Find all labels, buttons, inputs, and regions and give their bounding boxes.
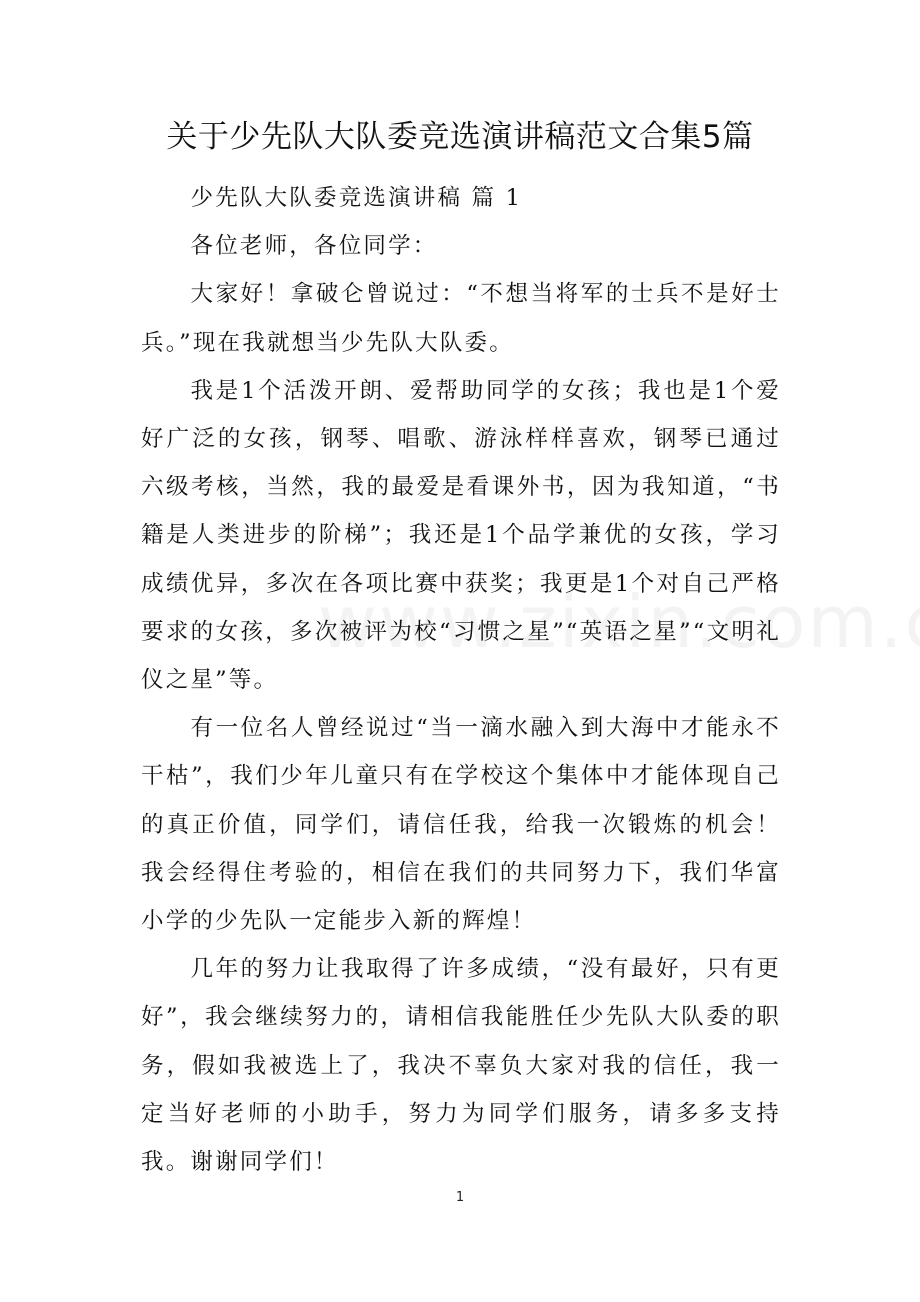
- document-body: [141, 174, 781, 1186]
- body-paragraph: 大家好！拿破仑曾说过：“不想当将军的士兵不是好士兵。”现在我就想当少先队大队委。: [141, 281, 781, 356]
- body-paragraph: 几年的努力让我取得了许多成绩，“没有最好，只有更好”，我会继续努力的，请相信我能胜任少先队大队委的职务，假如我被选上了，我决不辜负大家对我的信任，我一定当好老师的小助手，努力为同学们服务，请多多支持我。谢谢同学们！: [141, 956, 781, 1176]
- document-title: 关于少先队大队委竞选演讲稿范文合集5篇: [166, 119, 754, 155]
- page-number: 1: [455, 1190, 465, 1205]
- section-heading: 少先队大队委竞选演讲稿 篇 1: [190, 185, 523, 211]
- greeting-paragraph: 各位老师，各位同学：: [190, 233, 438, 260]
- body-paragraph: 有一位名人曾经说过“当一滴水融入到大海中才能永不干枯”，我们少年儿童只有在学校这个集体中才能体现自己的真正价值，同学们，请信任我，给我一次锻炼的机会！我会经得住考验的，相信在我们的共同努力下，我们华富小学的少先队一定能步入新的辉煌！: [141, 715, 781, 935]
- body-paragraph: 我是1个活泼开朗、爱帮助同学的女孩；我也是1个爱好广泛的女孩，钢琴、唱歌、游泳样样喜欢，钢琴已通过六级考核，当然，我的最爱是看课外书，因为我知道，“书籍是人类进步的阶梯”；我还是1个品学兼优的女孩，学习成绩优异，多次在各项比赛中获奖；我更是1个对自己严格要求的女孩，多次被评为校“习惯之星”“英语之星”“文明礼仪之星”等。: [141, 377, 781, 694]
